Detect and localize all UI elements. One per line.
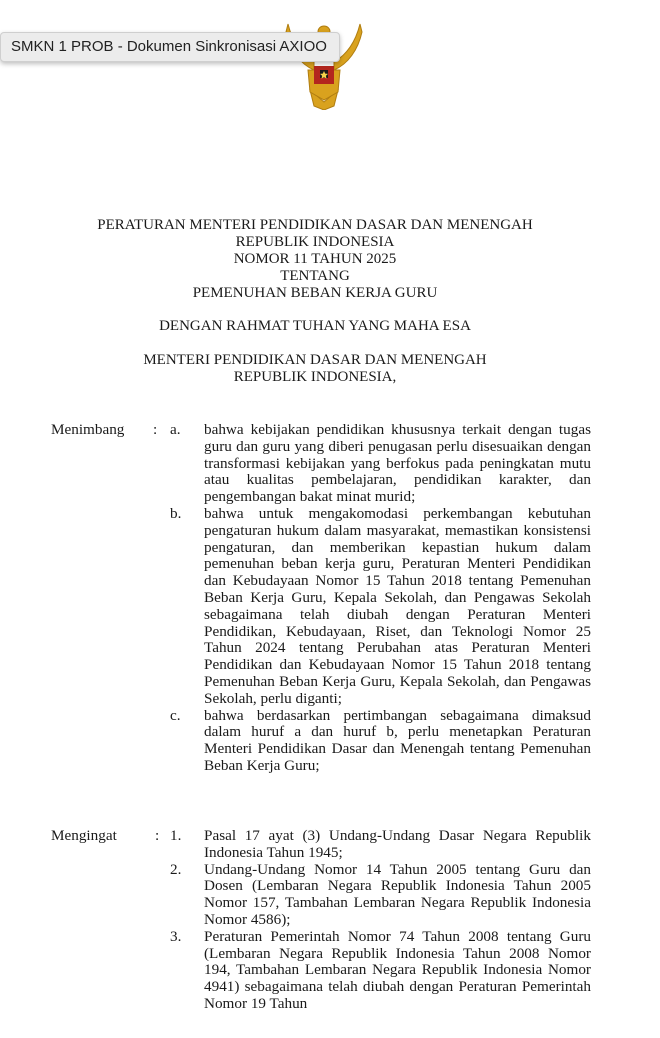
- title-line: PEMENUHAN BEBAN KERJA GURU: [192, 285, 438, 301]
- title-line: NOMOR 11 TAHUN 2025: [233, 251, 397, 267]
- menimbang-item: [0, 506, 660, 708]
- menimbang-colon: :: [153, 421, 158, 438]
- menimbang-item: [0, 708, 660, 775]
- mengingat-item: [0, 828, 660, 862]
- item-text: Pasal 17 ayat (3) Undang-Undang Dasar Negara Republik Indonesia Tahun 1945;: [204, 827, 591, 861]
- menimbang-label: Menimbang: [51, 421, 125, 438]
- item-marker: 1.: [170, 827, 182, 844]
- regulation-title: [0, 217, 630, 302]
- mengingat-colon: :: [155, 827, 160, 844]
- item-marker: c.: [170, 706, 181, 724]
- menimbang-section: [0, 422, 660, 775]
- item-text: bahwa untuk mengakomodasi perkembangan kebutuhan pengaturan hukum dalam masyarakat, memastikan konsistensi pengaturan, dan memberikan kepastian hukum dalam pemenuhan beban kerja guru, Peraturan Menteri Pendidikan dan Kebudayaan Nomor 15 Tahun 2018 tentang Pemenuhan Beban Kerja Guru, Kepala Sekolah, dan Pengawas Sekolah sebagaimana telah diubah dengan Peraturan Menteri Pendidikan, Kebudayaan, Riset, dan Teknologi Nomor 25 Tahun 2024 tentang Perubahan atas Peraturan Menteri Pendidikan dan Kebudayaan Nomor 15 Tahun 2018 tentang Pemenuhan Beban Kerja Guru, Kepala Sekolah, dan Pengawas Sekolah, perlu diganti;: [204, 504, 591, 707]
- item-marker: 2.: [170, 860, 182, 878]
- item-text: bahwa berdasarkan pertimbangan sebagaimana dimaksud dalam huruf a dan huruf b, perlu menetapkan Peraturan Menteri Pendidikan Dasar dan Menengah tentang Pemenuhan Beban Kerja Guru;: [204, 706, 591, 774]
- item-marker: b.: [170, 504, 182, 522]
- title-line: TENTANG: [280, 268, 350, 284]
- menteri-line: MENTERI PENDIDIKAN DASAR DAN MENENGAH: [143, 352, 487, 368]
- menteri-line: REPUBLIK INDONESIA,: [233, 369, 397, 385]
- menteri-heading: [0, 352, 630, 386]
- item-text: Undang-Undang Nomor 14 Tahun 2005 tentang Guru dan Dosen (Lembaran Negara Republik Indonesia Tahun 2005 Nomor 157, Tambahan Lembaran Negara Republik Indonesia Nomor 4586);: [204, 860, 591, 928]
- item-marker: a.: [170, 421, 181, 438]
- rahmat-line: DENGAN RAHMAT TUHAN YANG MAHA ESA: [159, 318, 471, 334]
- item-text: bahwa kebijakan pendidikan khususnya terkait dengan tugas guru dan guru yang diberi penugasan perlu disesuaikan dengan transformasi kebijakan yang berfokus pada peningkatan mutu atau kualitas pembelajaran, pendidikan karakter, dan pengembangan bakat minat murid;: [204, 421, 591, 506]
- item-marker: 3.: [170, 927, 182, 945]
- document-tooltip: SMKN 1 PROB - Dokumen Sinkronisasi AXIOO: [0, 32, 340, 62]
- title-line: PERATURAN MENTERI PENDIDIKAN DASAR DAN MENENGAH: [97, 217, 533, 233]
- title-line: REPUBLIK INDONESIA: [235, 234, 395, 250]
- mengingat-item: [0, 929, 660, 1013]
- mengingat-section: [0, 828, 660, 1013]
- item-text: Peraturan Pemerintah Nomor 74 Tahun 2008 tentang Guru (Lembaran Negara Republik Indonesia Tahun 2008 Nomor 194, Tambahan Lembaran Negara Republik Indonesia Nomor 4941) sebagaimana telah diubah dengan Peraturan Pemerintah Nomor 19 Tahun: [204, 927, 591, 1012]
- menimbang-item: [0, 422, 660, 506]
- mengingat-label: Mengingat: [51, 827, 117, 844]
- mengingat-item: [0, 862, 660, 929]
